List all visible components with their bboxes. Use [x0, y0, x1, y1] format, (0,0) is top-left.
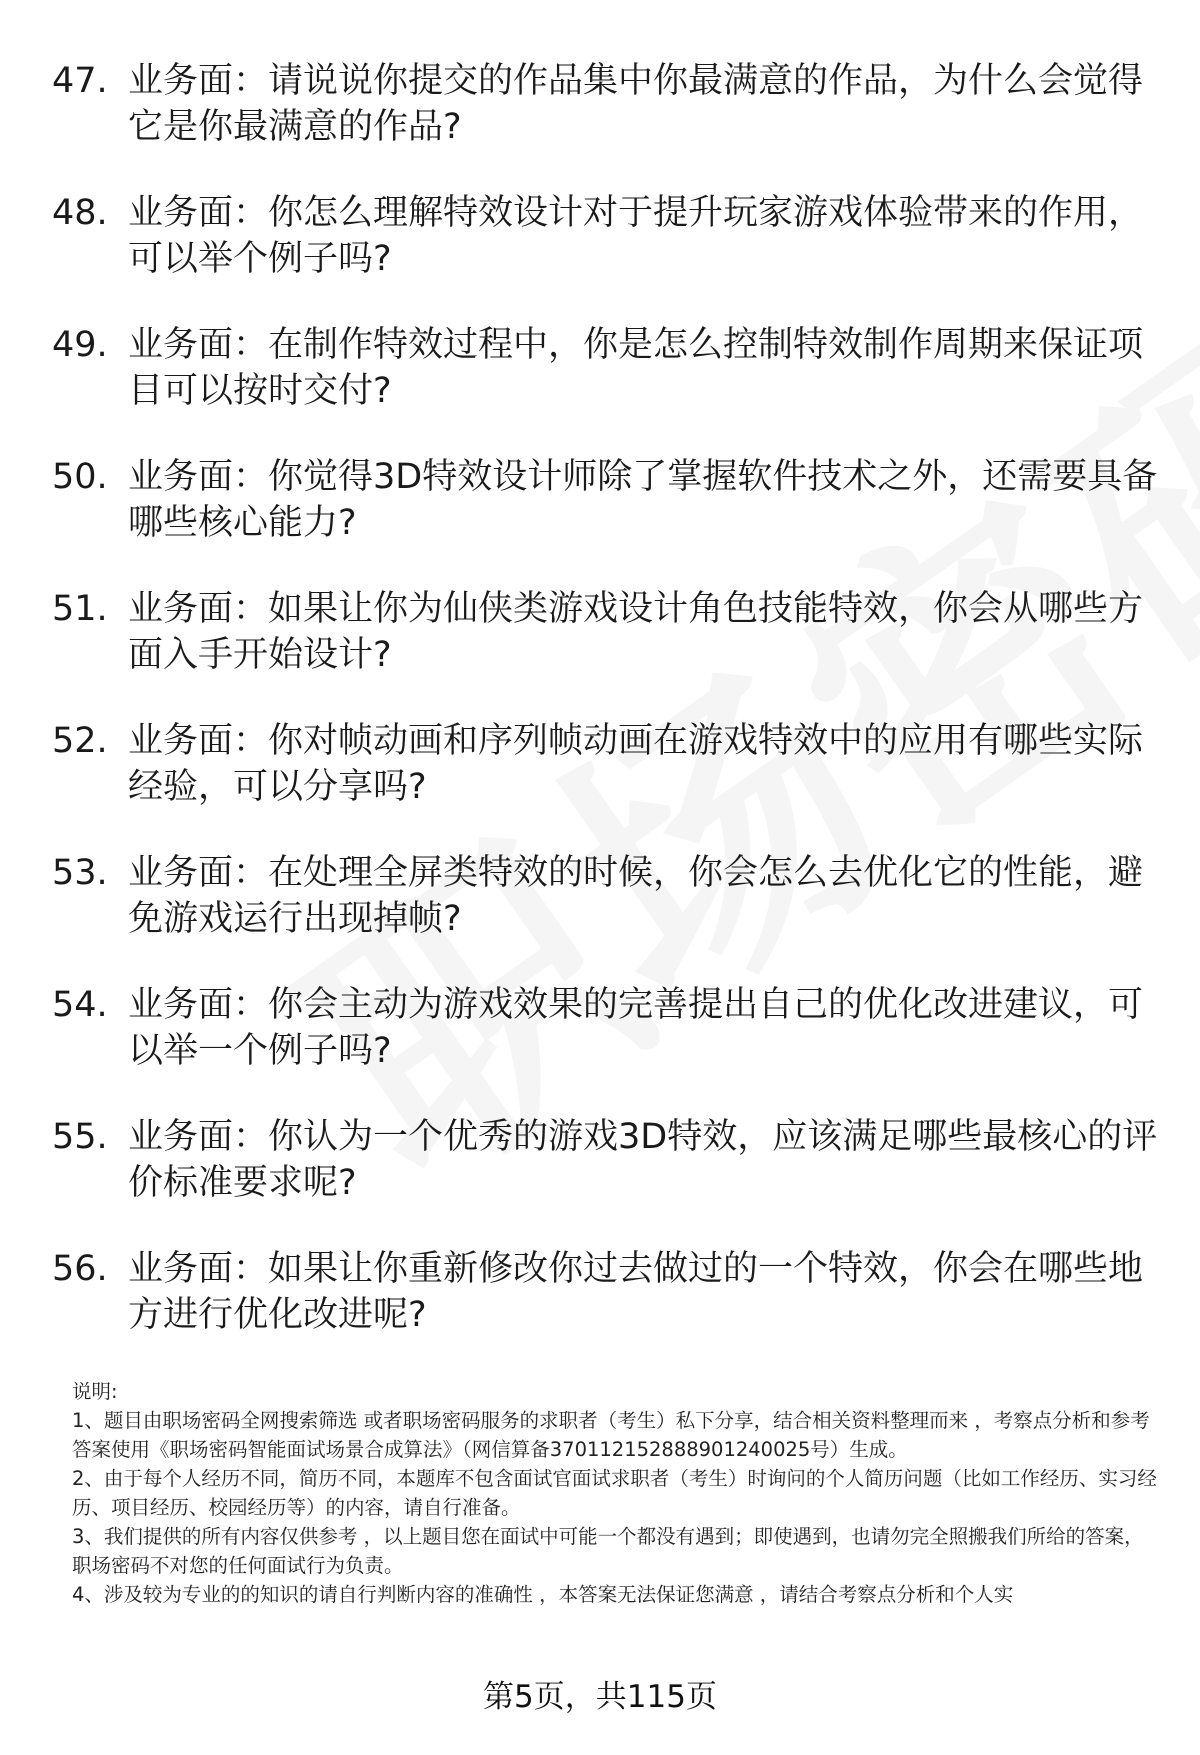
- question-text: 业务面：你怎么理解特效设计对于提升玩家游戏体验带来的作用，可以举个例子吗?: [128, 193, 1144, 279]
- question-text: 业务面：你觉得3D特效设计师除了掌握软件技术之外，还需要具备哪些核心能力?: [128, 457, 1158, 543]
- question-text: 业务面：在处理全屏类特效的时候，你会怎么去优化它的性能，避免游戏运行出现掉帧?: [128, 853, 1144, 939]
- question-number: 51.: [52, 589, 108, 629]
- question-item: [52, 190, 1162, 282]
- note-item: 2、由于每个人经历不同，简历不同，本题库不包含面试官面试求职者（考生）时询问的个人简历问题（比如工作经历、实习经历、项目经历、校园经历等）的内容，请自行准备。: [72, 1467, 1157, 1519]
- note-item: 3、我们提供的所有内容仅供参考 ，以上题目您在面试中可能一个都没有遇到；即使遇到，也请勿完全照搬我们所给的答案，职场密码不对您的任何面试行为负责。: [72, 1525, 1144, 1577]
- page-number-label: 第5页，共115页: [483, 1679, 717, 1715]
- question-item: [52, 982, 1162, 1074]
- question-number: 47.: [52, 61, 108, 101]
- question-text: 业务面：你对帧动画和序列帧动画在游戏特效中的应用有哪些实际经验，可以分享吗?: [128, 721, 1144, 807]
- question-text: 业务面：请说说你提交的作品集中你最满意的作品，为什么会觉得它是你最满意的作品?: [128, 61, 1144, 147]
- question-item: [52, 586, 1162, 678]
- page-footer: [0, 1677, 1200, 1717]
- note-item: 4、涉及较为专业的的知识的请自行判断内容的准确性 ，本答案无法保证您满意 ，请结合考察点分析和个人实: [72, 1583, 1014, 1606]
- question-text: 业务面：如果让你为仙侠类游戏设计角色技能特效，你会从哪些方面入手开始设计?: [128, 589, 1144, 675]
- question-text: 业务面：如果让你重新修改你过去做过的一个特效，你会在哪些地方进行优化改进呢?: [128, 1249, 1144, 1335]
- question-number: 49.: [52, 325, 108, 365]
- question-item: [52, 850, 1162, 942]
- question-number: 48.: [52, 193, 108, 233]
- question-item: [52, 58, 1162, 150]
- question-number: 53.: [52, 853, 108, 893]
- question-number: 54.: [52, 985, 108, 1025]
- question-text: 业务面：你会主动为游戏效果的完善提出自己的优化改进建议，可以举一个例子吗?: [128, 985, 1144, 1071]
- notes-section: [72, 1377, 1162, 1609]
- question-number: 55.: [52, 1117, 108, 1157]
- question-number: 50.: [52, 457, 108, 497]
- note-item: 1、题目由职场密码全网搜索筛选 或者职场密码服务的求职者（考生）私下分享，结合相关资料整理而来 ，考察点分析和参考答案使用《职场密码智能面试场景合成算法》（网信算备370112152888901240025号）生成。: [72, 1409, 1150, 1461]
- question-item: [52, 718, 1162, 810]
- question-item: [52, 1114, 1162, 1206]
- question-list: [52, 58, 1162, 1378]
- question-item: [52, 1246, 1162, 1338]
- question-text: 业务面：在制作特效过程中，你是怎么控制特效制作周期来保证项目可以按时交付?: [128, 325, 1144, 411]
- question-item: [52, 322, 1162, 414]
- question-number: 56.: [52, 1249, 108, 1289]
- question-number: 52.: [52, 721, 108, 761]
- question-text: 业务面：你认为一个优秀的游戏3D特效，应该满足哪些最核心的评价标准要求呢?: [128, 1117, 1158, 1203]
- question-item: [52, 454, 1162, 546]
- notes-title: 说明:: [72, 1380, 118, 1403]
